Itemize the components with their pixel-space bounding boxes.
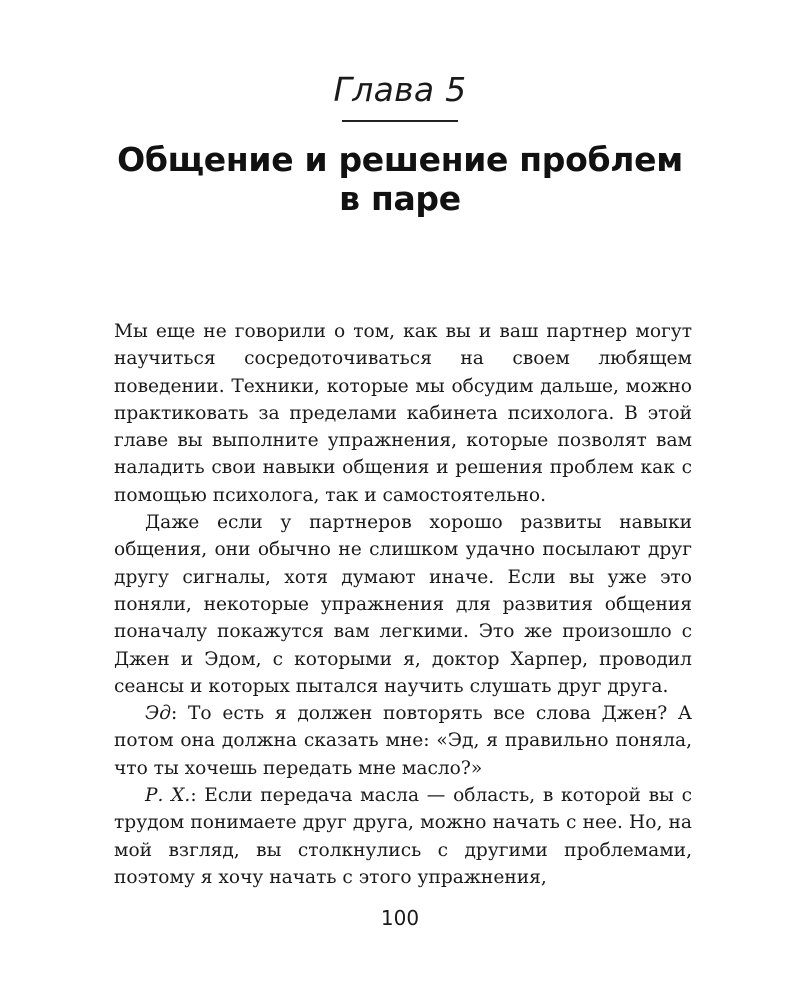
chapter-divider: [342, 120, 458, 122]
paragraph-communication: Даже если у партнеров хорошо развиты навыки общения, они обычно не слишком удачно посылают друг другу сигналы, хотя думают иначе. Если вы уже это поняли, некоторые упражнения для развития общения поначалу покажутся вам легкими. Это же произошло с Джен и Эдом, с которыми я, доктор Харпер, проводил сеансы и которых пытался научить слушать друг друга.: [114, 512, 692, 697]
dialogue-ed: [114, 700, 692, 782]
chapter-label: Глава 5: [333, 70, 467, 109]
dialogue-ed-text: : То есть я должен повторять все слова Джен? А потом она должна сказать мне: «Эд, я правильно поняла, что ты хочешь передать мне масло?»: [114, 703, 692, 779]
chapter-title-line-2: в паре: [339, 179, 461, 218]
body-text: [114, 318, 692, 891]
page-number: 100: [380, 906, 420, 930]
dialogue-rh-text: : Если передача масла — область, в которой вы с трудом понимаете друг друга, можно начать с нее. Но, на мой взгляд, вы столкнулись с другими проблемами, поэтому я хочу начать с этого упражнения,: [114, 785, 692, 888]
paragraph-intro: Мы еще не говорили о том, как вы и ваш партнер могут научиться сосредоточиваться на своем любящем поведении. Техники, которые мы обсудим дальше, можно практиковать за пределами кабинета психолога. В этой главе вы выполните упражнения, которые позволят вам наладить свои навыки общения и решения проблем как с помощью психолога, так и самостоятельно.: [114, 321, 692, 506]
speaker-ed: Эд: [145, 703, 172, 725]
chapter-title-line-1: Общение и решение проблем: [117, 140, 683, 179]
speaker-rh: Р. Х.: [145, 785, 191, 807]
chapter-title: [0, 140, 800, 218]
dialogue-rh: [114, 782, 692, 891]
